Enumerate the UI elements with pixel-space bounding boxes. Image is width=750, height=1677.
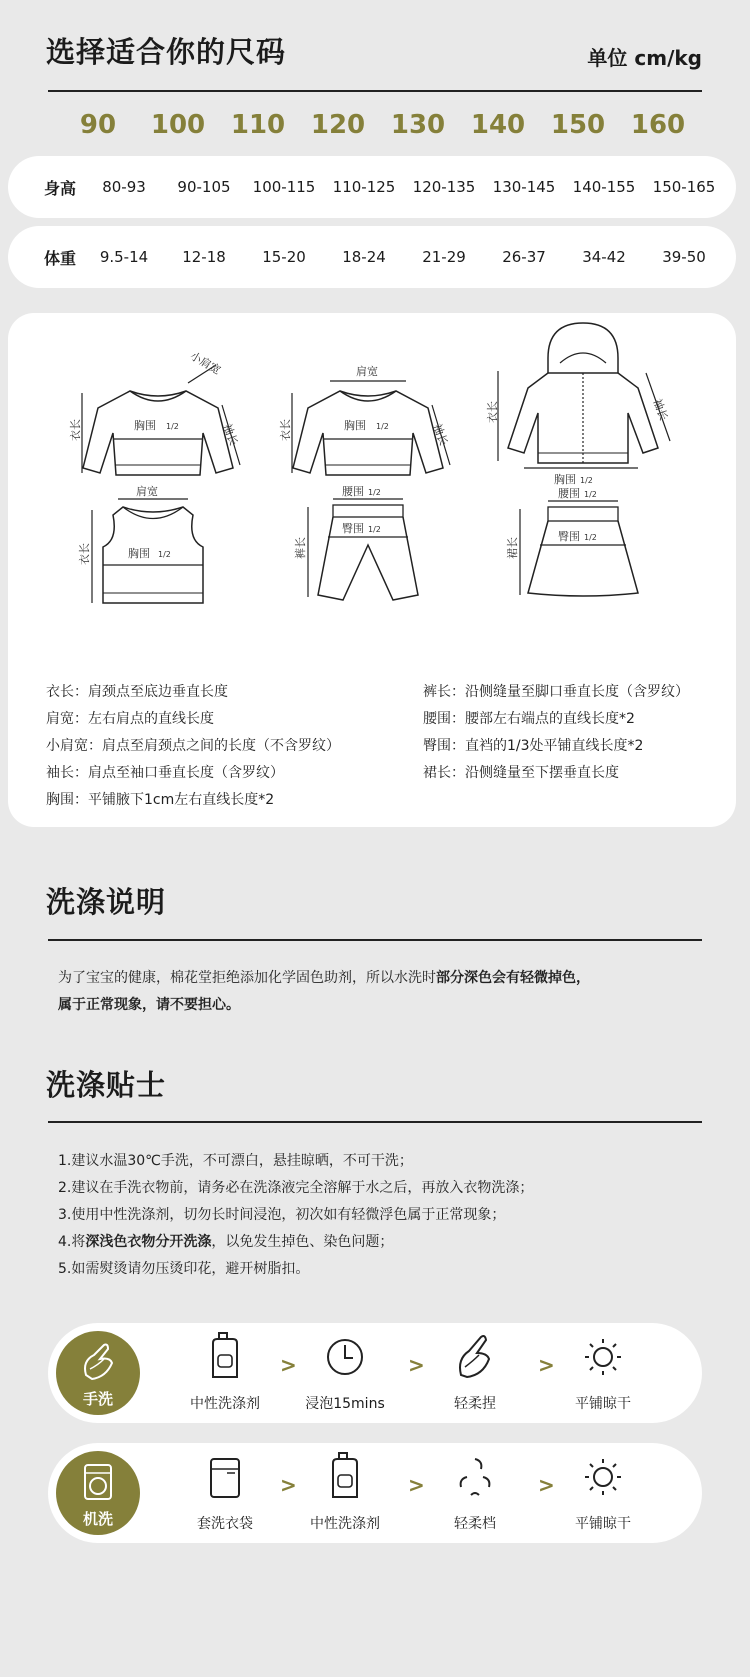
divider [48, 939, 702, 941]
squeeze-hand-icon [453, 1331, 497, 1381]
unit-label: 单位 cm/kg [587, 46, 702, 70]
sun-icon [581, 1451, 625, 1501]
divider [48, 1121, 702, 1123]
hand-wash-badge: 手洗 [56, 1331, 140, 1415]
svg-text:胸围: 胸围 [554, 473, 576, 486]
svg-text:袖长: 袖长 [650, 397, 671, 423]
svg-text:臀围: 臀围 [342, 522, 364, 535]
wash-tips-title: 洗涤贴士 [46, 1068, 167, 1102]
svg-text:腰围: 腰围 [558, 487, 580, 500]
height-cell: 120-135 [412, 178, 476, 196]
step-laundry-bag: 套洗衣袋 [170, 1451, 280, 1505]
height-label: 身高 [44, 178, 77, 198]
size-120: 120 [310, 110, 366, 140]
height-cell: 80-93 [102, 178, 146, 196]
svg-text:臀围: 臀围 [558, 530, 580, 543]
skirt-diagram [508, 485, 658, 615]
svg-text:裤长: 裤长 [294, 537, 307, 559]
size-160: 160 [630, 110, 686, 140]
size-90: 90 [79, 110, 117, 140]
step-squeeze: 轻柔捏 [420, 1331, 530, 1385]
detergent-bottle-icon [325, 1451, 365, 1501]
svg-text:1/2: 1/2 [158, 550, 171, 559]
svg-text:1/2: 1/2 [584, 490, 597, 499]
weight-cell: 18-24 [342, 248, 386, 266]
arrow-icon: > [538, 1473, 555, 1497]
size-header-row [58, 110, 698, 140]
height-row [8, 156, 736, 218]
step-detergent: 中性洗涤剂 [170, 1331, 280, 1385]
height-cell: 140-155 [572, 178, 636, 196]
size-150: 150 [550, 110, 606, 140]
arrow-icon: > [280, 1473, 297, 1497]
svg-text:1/2: 1/2 [166, 422, 179, 431]
height-cell: 100-115 [252, 178, 316, 196]
pants-diagram [294, 485, 448, 615]
definition-item: 衣长：肩颈点至底边垂直长度 [46, 684, 228, 700]
chest-label: 胸围 [134, 419, 156, 432]
svg-text:腰围: 腰围 [342, 485, 364, 498]
svg-text:1/2: 1/2 [376, 422, 389, 431]
arrow-icon: > [408, 1473, 425, 1497]
definition-item: 小肩宽：肩点至肩颈点之间的长度（不含罗纹） [46, 738, 340, 754]
svg-text:1/2: 1/2 [368, 525, 381, 534]
weight-cell: 34-42 [582, 248, 626, 266]
svg-text:裙长: 裙长 [506, 537, 519, 559]
weight-label: 体重 [44, 248, 77, 268]
step-gentle-cycle: 轻柔档 [420, 1451, 530, 1505]
coat-length-label: 衣长 [69, 419, 82, 441]
vest-diagram [78, 485, 228, 615]
tip-item: 2.建议在手洗衣物前，请务必在洗涤液完全溶解于水之后，再放入衣物洗涤； [58, 1180, 534, 1196]
weight-cell: 26-37 [502, 248, 546, 266]
svg-text:肩宽: 肩宽 [136, 485, 158, 498]
step-detergent: 中性洗涤剂 [290, 1451, 400, 1505]
svg-text:袖长: 袖长 [430, 422, 451, 448]
svg-text:胸围: 胸围 [344, 419, 366, 432]
height-cell: 110-125 [332, 178, 396, 196]
size-140: 140 [470, 110, 526, 140]
weight-cell: 39-50 [662, 248, 706, 266]
svg-text:衣长: 衣长 [279, 419, 292, 441]
wash-note-title: 洗涤说明 [46, 885, 167, 919]
divider [48, 90, 702, 92]
definition-item: 胸围：平铺腋下1cm左右直线长度*2 [46, 792, 275, 808]
definition-item: 腰围：腰部左右端点的直线长度*2 [423, 711, 635, 727]
measurement-card [8, 313, 736, 827]
weight-cell: 9.5-14 [99, 248, 149, 266]
hand-wash-row [48, 1323, 702, 1423]
svg-text:胸围: 胸围 [128, 547, 150, 560]
definition-item: 裙长：沿侧缝量至下摆垂直长度 [423, 765, 619, 781]
sleeve-label: 袖长 [220, 422, 241, 448]
machine-wash-row [48, 1443, 702, 1543]
hand-icon [80, 1341, 116, 1381]
step-soak: 浸泡15mins [290, 1331, 400, 1385]
hoodie-diagram [488, 313, 688, 488]
svg-text:1/2: 1/2 [580, 476, 593, 485]
page-title: 选择适合你的尺码 [46, 35, 287, 69]
height-cell: 130-145 [492, 178, 556, 196]
wash-note-text: 为了宝宝的健康，棉花堂拒绝添加化学固色助剂，所以水洗时部分深色会有轻微掉色， 属于正常现象，请不要担心。 [58, 970, 590, 1013]
tip-item: 1.建议水温30℃手洗，不可漂白，悬挂晾晒，不可干洗； [58, 1153, 413, 1169]
gentle-cycle-icon [453, 1451, 497, 1501]
arrow-icon: > [538, 1353, 555, 1377]
sun-icon [581, 1331, 625, 1381]
weight-cell: 21-29 [422, 248, 466, 266]
washing-machine-icon [82, 1463, 114, 1501]
tip-item: 4.将深浅色衣物分开洗涤，以免发生掉色、染色问题； [58, 1234, 394, 1250]
sweatshirt-diagram [68, 349, 248, 483]
small-shoulder-label: 小肩宽 [187, 349, 223, 378]
machine-wash-badge: 机洗 [56, 1451, 140, 1535]
definitions-left [46, 679, 340, 814]
size-100: 100 [150, 110, 206, 140]
weight-cell: 15-20 [262, 248, 306, 266]
arrow-icon: > [280, 1353, 297, 1377]
detergent-bottle-icon [205, 1331, 245, 1381]
definition-item: 肩宽：左右肩点的直线长度 [46, 711, 214, 727]
definitions-right [423, 679, 689, 787]
tip-item: 3.使用中性洗涤剂，切勿长时间浸泡，初次如有轻微浮色属于正常现象； [58, 1207, 506, 1223]
svg-text:1/2: 1/2 [368, 488, 381, 497]
sweatshirt-shoulder-diagram [278, 353, 458, 483]
laundry-bag-icon [205, 1451, 245, 1501]
clock-icon [323, 1331, 367, 1381]
svg-text:衣长: 衣长 [78, 543, 91, 565]
height-cell: 90-105 [177, 178, 231, 196]
height-cell: 150-165 [652, 178, 716, 196]
weight-row [8, 226, 736, 288]
size-130: 130 [390, 110, 446, 140]
arrow-icon: > [408, 1353, 425, 1377]
svg-text:1/2: 1/2 [584, 533, 597, 542]
step-dry-flat: 平铺晾干 [548, 1331, 658, 1385]
weight-cell: 12-18 [182, 248, 226, 266]
definition-item: 袖长：肩点至袖口垂直长度（含罗纹） [46, 765, 284, 781]
size-110: 110 [230, 110, 286, 140]
definition-item: 臀围：直裆的1/3处平铺直线长度*2 [423, 738, 644, 754]
tip-item: 5.如需熨烫请勿压烫印花，避开树脂扣。 [58, 1261, 310, 1277]
step-dry-flat: 平铺晾干 [548, 1451, 658, 1505]
wash-tips-list [58, 1148, 533, 1283]
shoulder-label: 肩宽 [356, 365, 378, 378]
svg-text:衣长: 衣长 [486, 401, 499, 423]
definition-item: 裤长：沿侧缝量至脚口垂直长度（含罗纹） [423, 684, 689, 700]
